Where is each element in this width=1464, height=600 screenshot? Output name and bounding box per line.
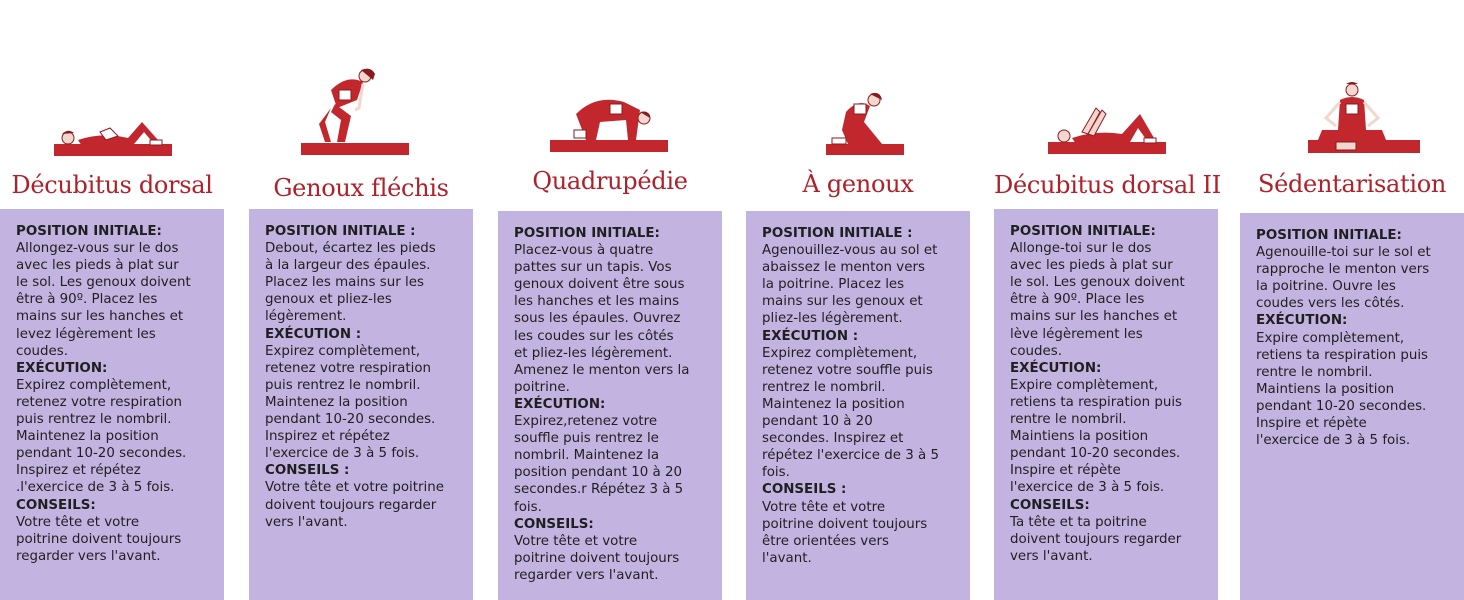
kneeling-illustration xyxy=(746,60,970,165)
section-text-initial: Debout, écartez les pieds à la largeur des épaules. Placez les mains sur les genoux et pliez-les légèrement. xyxy=(265,241,436,325)
section-text-initial: Agenouillez-vous au sol et abaissez le menton vers la poitrine. Placez les mains sur les genoux et pliez-les légèrement. xyxy=(762,243,938,327)
section-text-execution: Expire complètement, retiens ta respiration puis rentre le nombril. Maintiens la position pendant 10-20 secondes. Inspire et répète l'exercice de 3 à 5 fois. xyxy=(1256,330,1429,449)
section-heading-initial: POSITION INITIALE : xyxy=(265,224,416,239)
exercise-title: À genoux xyxy=(802,170,914,198)
exercise-title: Sédentarisation xyxy=(1257,170,1447,198)
section-heading-execution: EXÉCUTION : xyxy=(762,328,859,344)
standing-knees-bent-illustration xyxy=(249,60,473,165)
exercise-column-6 xyxy=(1240,0,1464,600)
section-heading-initial: POSITION INITIALE: xyxy=(16,224,162,239)
section-heading-tips: CONSEILS: xyxy=(16,497,96,513)
section-text-initial: Allongez-vous sur le dos avec les pieds à plat sur le sol. Les genoux doivent être à 90º. Placez les mains sur les hanches et levez légèrement les coudes. xyxy=(16,241,191,359)
section-text-tips: Ta tête et ta poitrine doivent toujours regarder vers l'avant. xyxy=(1010,514,1182,564)
exercise-column-5 xyxy=(994,0,1221,600)
all-fours-illustration xyxy=(498,60,722,165)
exercise-title: Décubitus dorsal xyxy=(11,171,213,199)
section-text-execution: Expirez complètement, retenez votre souffle puis rentrez le nombril. Maintenez la position pendant 10 à 20 secondes. Inspirez et répétez l'exercice de 3 à 5 fois. xyxy=(762,345,940,481)
exercise-title: Décubitus dorsal II xyxy=(994,171,1221,199)
section-text-tips: Votre tête et votre poitrine doivent toujours regarder vers l'avant. xyxy=(265,480,444,530)
section-heading-tips: CONSEILS: xyxy=(1010,497,1090,513)
exercise-column-1 xyxy=(0,0,224,600)
exercise-column-2 xyxy=(249,0,473,600)
instruction-card xyxy=(0,209,224,600)
seated-kneeling-illustration xyxy=(1240,60,1464,165)
section-heading-initial: POSITION INITIALE: xyxy=(514,226,660,241)
section-text-initial: Allonge-toi sur le dos avec les pieds à plat sur le sol. Les genoux doivent être à 90º. Place les mains sur les hanches et lève légèrement les coudes. xyxy=(1010,241,1185,359)
section-text-tips: Votre tête et votre poitrine doivent toujours regarder vers l'avant. xyxy=(514,533,680,583)
section-heading-execution: EXÉCUTION: xyxy=(514,396,606,412)
section-heading-initial: POSITION INITIALE: xyxy=(1010,224,1156,239)
instruction-card xyxy=(746,211,970,600)
exercise-title: Genoux fléchis xyxy=(273,174,449,202)
exercise-column-3 xyxy=(498,0,722,600)
instruction-card xyxy=(249,209,473,600)
section-text-tips: Votre tête et votre poitrine doivent toujours regarder vers l'avant. xyxy=(16,514,182,564)
lying-supine-illustration xyxy=(0,60,224,165)
section-heading-execution: EXÉCUTION: xyxy=(16,360,108,376)
section-heading-initial: POSITION INITIALE : xyxy=(762,226,913,241)
instruction-card xyxy=(994,209,1218,600)
section-heading-initial: POSITION INITIALE: xyxy=(1256,228,1402,243)
section-text-execution: Expirez complètement, retenez votre respiration puis rentrez le nombril. Maintenez la position pendant 10-20 secondes. Inspirez et répétez l'exercice de 3 à 5 fois. xyxy=(265,343,436,462)
section-text-initial: Placez-vous à quatre pattes sur un tapis. Vos genoux doivent être sous les hanches et les mains sous les épaules. Ouvrez les coudes sur les côtés et pliez-les légèrement. Amenez le menton vers la poitrine. xyxy=(514,243,690,395)
instruction-card xyxy=(1240,213,1464,600)
section-heading-tips: CONSEILS : xyxy=(762,482,847,498)
section-heading-tips: CONSEILS: xyxy=(514,516,594,532)
exercise-title: Quadrupédie xyxy=(532,167,688,195)
lying-arms-raised-illustration xyxy=(994,60,1218,165)
section-text-execution: Expirez complètement, retenez votre respiration puis rentrez le nombril. Maintenez la position pendant 10-20 secondes. Inspirez et répétez .l'exercice de 3 à 5 fois. xyxy=(16,377,187,496)
section-heading-execution: EXÉCUTION: xyxy=(1010,360,1102,376)
section-text-execution: Expire complètement, retiens ta respiration puis rentre le nombril. Maintiens la position pendant 10-20 secondes. Inspire et répète l'exercice de 3 à 5 fois. xyxy=(1010,377,1183,496)
section-text-tips: Votre tête et votre poitrine doivent toujours être orientées vers l'avant. xyxy=(762,499,928,566)
exercise-column-4 xyxy=(746,0,970,600)
section-heading-tips: CONSEILS : xyxy=(265,463,350,479)
section-heading-execution: EXÉCUTION : xyxy=(265,326,362,342)
section-text-execution: Expirez,retenez votre souffle puis rentrez le nombril. Maintenez la position pendant 10 à 20 secondes.r Répétez 3 à 5 fois. xyxy=(514,414,684,515)
instruction-card xyxy=(498,211,722,600)
section-text-initial: Agenouille-toi sur le sol et rapproche le menton vers la poitrine. Ouvre les coudes vers les côtés. xyxy=(1256,245,1431,312)
section-heading-execution: EXÉCUTION: xyxy=(1256,313,1348,329)
